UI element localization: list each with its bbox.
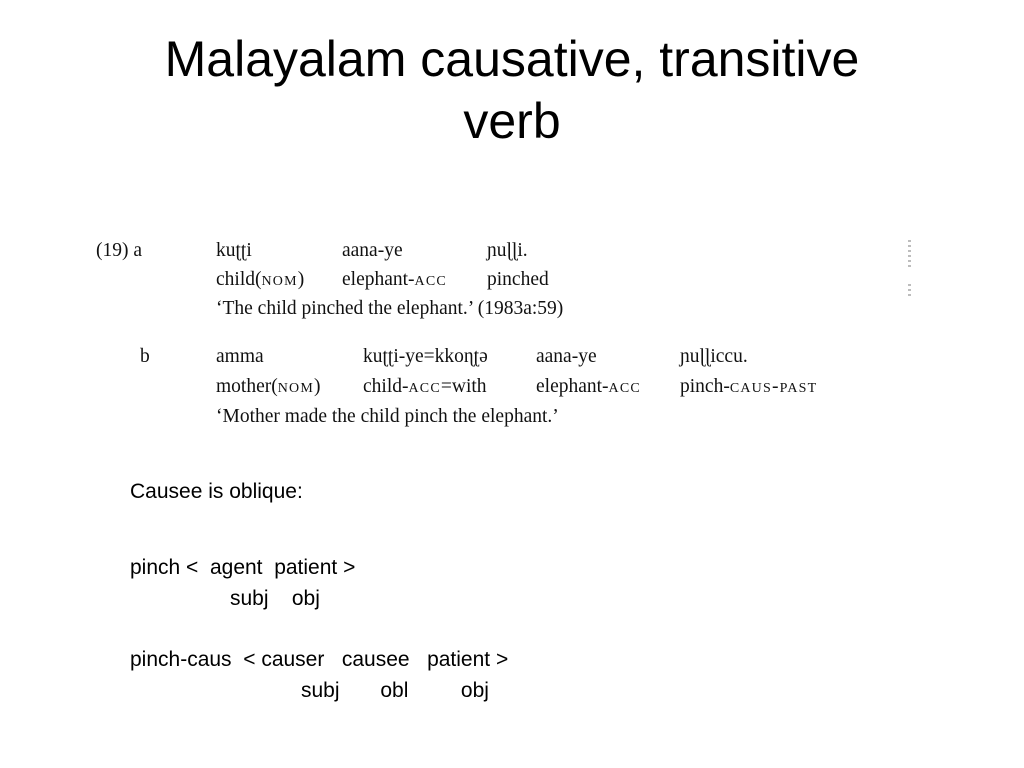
example-b-gloss-2 — [363, 376, 487, 398]
analysis-line-1: pinch < agent patient > — [130, 556, 356, 579]
gloss-tag: acc — [408, 376, 441, 397]
example-a-gloss-1 — [216, 269, 304, 291]
gloss-text: mother( — [216, 376, 278, 397]
gloss-tag: nom — [261, 269, 298, 290]
gloss-text: ) — [297, 269, 305, 290]
example-a-gloss-3: pinched — [487, 269, 549, 290]
gloss-text: elephant- — [342, 269, 415, 290]
example-a-word-2: aana-ye — [342, 240, 403, 261]
gloss-tag: nom — [277, 376, 315, 397]
example-b-word-3: aana-ye — [536, 346, 597, 367]
example-b-gloss-1 — [216, 376, 321, 398]
slide-title-line-2: verb — [463, 93, 561, 149]
scan-edge-mark — [908, 240, 911, 270]
analysis-line-3: pinch-caus < causer causee patient > — [130, 648, 509, 671]
gloss-text: pinch- — [680, 376, 730, 397]
example-a-word-1: kuʈʈi — [216, 240, 252, 261]
slide-title-line-1: Malayalam causative, transitive — [164, 31, 860, 87]
gloss-tag: acc — [414, 269, 447, 290]
gloss-tag: caus-past — [729, 376, 818, 397]
analysis-heading: Causee is oblique: — [130, 480, 303, 503]
slide-title — [0, 28, 1024, 152]
analysis-line-2: subj obj — [230, 587, 320, 610]
gloss-text: elephant- — [536, 376, 609, 397]
example-a-word-3: ɲuɭɭi. — [487, 240, 528, 261]
scanned-example — [96, 230, 896, 440]
example-b-word-4: ɲuɭɭiccu. — [680, 346, 748, 367]
example-b-gloss-3 — [536, 376, 641, 398]
gloss-text: child( — [216, 269, 262, 290]
example-b-label: b — [140, 346, 150, 367]
example-a-gloss-2 — [342, 269, 447, 291]
example-b-word-2: kuʈʈi-ye=kkoɳʈə — [363, 346, 488, 367]
example-b-word-1: amma — [216, 346, 264, 367]
gloss-tag: acc — [608, 376, 641, 397]
example-b-gloss-4 — [680, 376, 817, 398]
analysis-line-4: subj obl obj — [301, 679, 489, 702]
gloss-text: ) — [314, 376, 321, 397]
gloss-text: child- — [363, 376, 409, 397]
scan-edge-mark — [908, 284, 911, 298]
example-number: (19) a — [96, 240, 143, 261]
example-a-translation: ‘The child pinched the elephant.’ (1983a:59) — [216, 298, 564, 319]
example-b-translation: ‘Mother made the child pinch the elephant.’ — [216, 406, 559, 427]
gloss-text: =with — [440, 376, 487, 397]
